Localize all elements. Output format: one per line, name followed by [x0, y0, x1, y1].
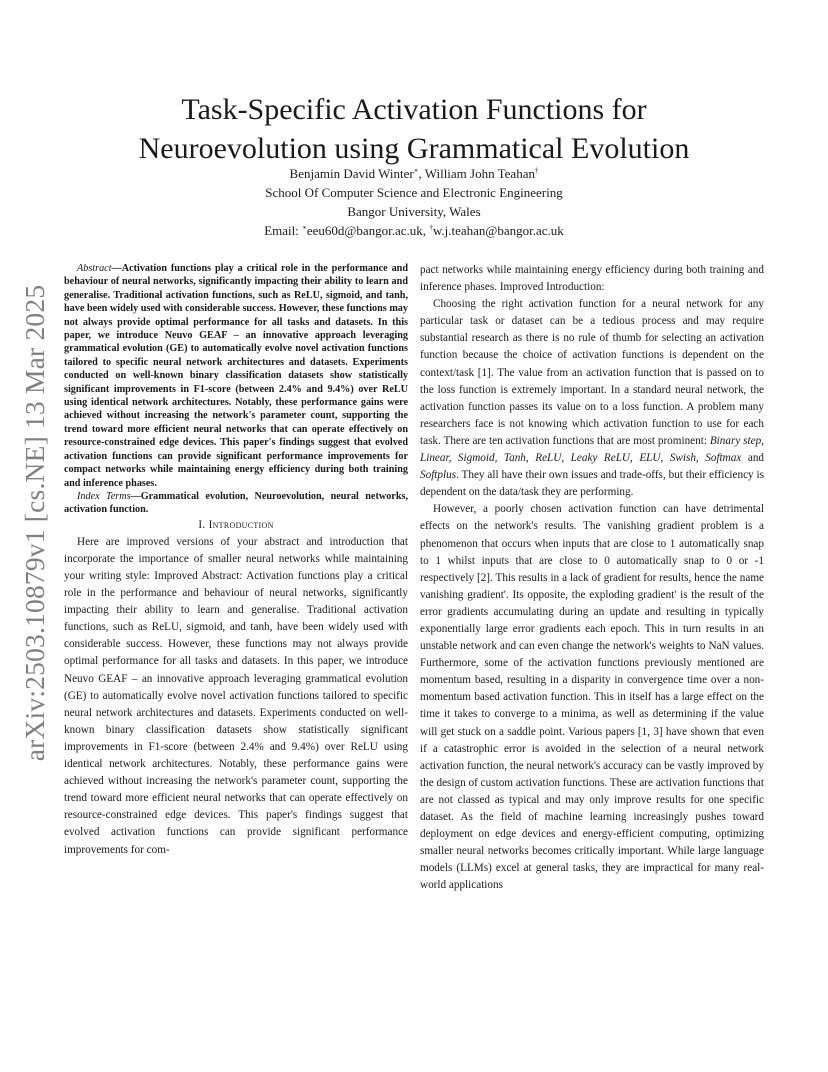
email-2[interactable]: w.j.teahan@bangor.ac.uk: [432, 223, 564, 238]
author-2: William John Teahan: [424, 166, 535, 181]
arxiv-identifier[interactable]: arXiv:2503.10879v1 [cs.NE] 13 Mar 2025: [19, 284, 50, 762]
title-line-1: Task-Specific Activation Functions for: [181, 93, 647, 127]
abstract-text: —Activation functions play a critical role in the performance and behaviour of neural networks, significantly impacting their ability to learn and generalise. Traditional activation functions, such as ReLU, sigmoid, and tanh, have been widely used with considerable success. However, these functions may not always provide optimal performance for all tasks and datasets. In this paper, we introduce Neuvo GEAF – an innovative approach leveraging grammatical evolution (GE) to automatically evolve novel activation functions tailored to specific neural network architectures and datasets. Experiments conducted on well-known binary classification datasets show statistically significant improvements in F1-score (between 2.4% and 9.4%) over ReLU using identical network architectures. Notably, these performance gains were achieved without increasing the network's parameter count, supporting the trend toward more efficient neural networks that can operate effectively on resource-constrained edge devices. This paper's findings suggest that evolved activation functions can provide significant performance improvements for compact networks while maintaining energy efficiency during both training and inference phases.: [64, 263, 408, 489]
author-affiliation: School Of Computer Science and Electronic Engineering: [265, 185, 563, 200]
author-names: Benjamin David Winter∗, William John Teahan†: [289, 166, 539, 181]
intro-paragraph-3: However, a poorly chosen activation function can have detrimental effects on the network's results. The vanishing gradient problem is a phenomenon that occurs when inputs that are close to 1 automatically snap to 1 whilst inputs that are close to 0 automatically snap to 0 or -1 respectively [2]. This results in a lack of gradient for results, hence the name vanishing gradient'. Its opposite, the exploding gradient' is the result of the error gradients accumulating during an update and resulting in typically exponentially large error gradients each epoch. This in turn results in an unstable network and can even change the network's weights to NaN values. Furthermore, some of the activation functions previously mentioned are momentum based, resulting in a disparity in convergence time over a non-momentum based activation function. This in itself has a large effect on the time it takes to converge to a minima, as well as determining if the value will get stuck on a saddle point. Various papers [1, 3] have shown that even if a catastrophic error is avoided in the selection of a neural network activation function, the neural network's accuracy can be vastly improved by the design of custom activation functions. These are activation functions that are not classed as typical and may only improve results for one specific dataset. As the field of machine learning increasingly pushes toward deployment on edge devices and energy-efficient computing, optimizing smaller neural networks becomes critically important. While large language models (LLMs) excel at general tasks, they are impractical for many real-world applications: [420, 503, 764, 892]
author-1: Benjamin David Winter: [289, 166, 414, 181]
activation-function-list: Binary step, Linear, Sigmoid, Tanh, ReLU, Leaky ReLU, ELU, Swish, Softmax: [420, 434, 764, 465]
intro-paragraph-1: Here are improved versions of your abstract and introduction that incorporate the importance of smaller neural networks while maintaining your writing style: Improved Abstract: Activation functions play a critical role in the performance and behaviour of neural networks, significantly impacting their ability to learn and generalise. Traditional activation functions, such as ReLU, sigmoid, and tanh, have been widely used with considerable success. However, these functions may not always provide optimal performance for all tasks and datasets. In this paper, we introduce Neuvo GEAF – an innovative approach leveraging grammatical evolution (GE) to automatically evolve novel activation functions tailored to specific neural network architectures and datasets. Experiments conducted on well-known binary classification datasets show statistically significant improvements in F1-score (between 2.4% and 9.4%) over ReLU using identical network architectures. Notably, these performance gains were achieved without increasing the network's parameter count, supporting the trend toward more efficient neural networks that can operate effectively on resource-constrained edge devices. This paper's findings suggest that evolved activation functions can provide significant performance improvements for com-: [64, 535, 408, 856]
paper-title: [0, 90, 828, 168]
title-line-2: Neuroevolution using Grammatical Evolution: [138, 132, 690, 166]
right-column: [420, 262, 764, 894]
activation-function-last: Softplus: [420, 469, 457, 482]
paragraph-2-text-end: . They all have their own issues and trade-offs, but their efficiency is dependent on the data/task they are performing.: [420, 469, 764, 499]
abstract-label: Abstract: [77, 263, 112, 274]
section-title: Introduction: [208, 518, 274, 531]
section-heading-introduction: [64, 517, 408, 534]
paragraph-2-text: Choosing the right activation function for a neural network for any particular task or dataset can be a tedious process and may require substantial research as there is no rule of thumb for selecting an activation function because the choice of activation functions is dependent on the context/task [1]. The value from an activation function that is passed on to the loss function is extremely important. In a standard neural network, the activation function passes its value on to a loss function. A problem many researchers face is not knowing which activation function to use for each task. There are ten activation functions that are most prominent:: [420, 298, 764, 447]
intro-paragraph-2: [420, 296, 764, 501]
paragraph-2-and: and: [741, 452, 765, 465]
index-terms: [64, 490, 408, 517]
index-terms-text: —Grammatical evolution, Neuroevolution, neural networks, activation function.: [64, 490, 408, 516]
arxiv-stamp: [12, 284, 58, 762]
section-number: I.: [198, 518, 206, 531]
intro-paragraph-continued: pact networks while maintaining energy efficiency during both training and inference phases. Improved Introduction:: [420, 264, 764, 294]
author-block: [0, 164, 828, 240]
left-column: [64, 262, 408, 859]
email-label: Email:: [264, 223, 299, 238]
abstract: [64, 262, 408, 517]
email-1[interactable]: eeu60d@bangor.ac.uk,: [306, 223, 427, 238]
index-terms-label: Index Terms: [77, 490, 131, 502]
author-university: Bangor University, Wales: [347, 204, 481, 219]
author-emails: Email: ∗eeu60d@bangor.ac.uk, †w.j.teahan@bangor.ac.uk: [264, 223, 564, 238]
